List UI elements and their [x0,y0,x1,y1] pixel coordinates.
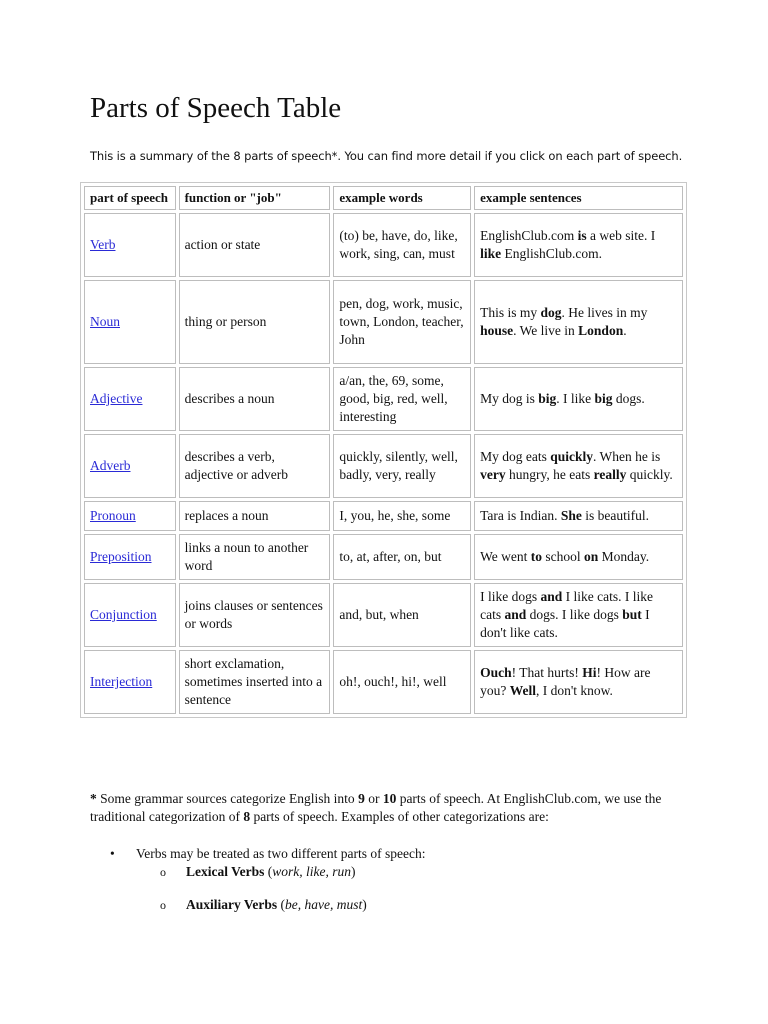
sub-examples: be, have, must [285,897,363,912]
text-segment: a web site. I [586,228,656,243]
text-segment: hungry, he eats [505,467,594,482]
text-segment: ! That hurts! [511,665,583,680]
text-segment: . We live in [513,323,579,338]
cell-part-of-speech [84,501,176,531]
text-segment: quickly. [626,467,673,482]
cell-example-sentence [474,280,683,364]
text-segment: . I like [556,391,595,406]
bold-text: dog [540,305,562,320]
text-segment: Monday. [598,549,650,564]
header-part: part of speech [84,186,176,210]
text-segment: or [364,791,383,806]
cell-part-of-speech [84,534,176,580]
cell-example-sentence [474,213,683,277]
table-row [84,434,683,498]
text-segment: . When he is [593,449,661,464]
intro-text: This is a summary of the 8 parts of speech*. You can find more detail if you click on each part of speech. [90,149,683,163]
cell-example-words: (to) be, have, do, like, work, sing, can, must [333,213,471,277]
text-segment: dogs. [612,391,645,406]
sub-list-item-auxiliary: o Auxiliary Verbs (be, have, must) [160,896,426,914]
table-row [84,534,683,580]
bold-text: She [560,508,582,523]
text-segment: I don't like cats. [480,607,650,640]
bold-text: very [480,467,506,482]
cell-example-sentence [474,434,683,498]
cell-example-sentence [474,534,683,580]
text-segment: . He lives in my [561,305,648,320]
bold-text: really [593,467,627,482]
cell-part-of-speech [84,213,176,277]
cell-example-sentence [474,501,683,531]
cell-example-sentence [474,650,683,714]
page-title: Parts of Speech Table [90,92,342,124]
text-segment: My dog eats [480,449,551,464]
bold-text: Hi [582,665,597,680]
cell-function: action or state [179,213,331,277]
table-row [84,501,683,531]
cell-function: replaces a noun [179,501,331,531]
sub-label: Lexical Verbs [186,864,265,879]
cell-example-words: oh!, ouch!, hi!, well [333,650,471,714]
footnote [90,790,690,826]
part-of-speech-link[interactable]: Interjection [90,674,153,689]
cell-example-words: a/an, the, 69, some, good, big, red, well, interesting [333,367,471,431]
cell-function: thing or person [179,280,331,364]
cell-example-words: pen, dog, work, music, town, London, teacher, John [333,280,471,364]
text-segment: parts of speech. At EnglishClub.com, we use the traditional categorization of [90,791,662,824]
text-segment: . [623,323,627,338]
cell-part-of-speech [84,280,176,364]
text-segment: We went [480,549,531,564]
cell-example-words: quickly, silently, well, badly, very, really [333,434,471,498]
text-segment: school [542,549,585,564]
text-segment: This is my [480,305,541,320]
bold-text: and [504,607,527,622]
bold-text: but [622,607,642,622]
parts-of-speech-table [80,182,687,718]
text-segment: parts of speech. Examples of other categorizations are: [250,809,549,824]
cell-function: describes a noun [179,367,331,431]
text-segment: dogs. I like dogs [526,607,623,622]
cell-function: links a noun to another word [179,534,331,580]
text-segment: Tara is Indian. [480,508,561,523]
text-segment: , I don't know. [536,683,613,698]
sub-label: Auxiliary Verbs [186,897,278,912]
cell-example-words: I, you, he, she, some [333,501,471,531]
bullet-list [110,845,426,914]
cell-example-words: to, at, after, on, but [333,534,471,580]
text-segment: ! How are you? [480,665,651,698]
part-of-speech-link[interactable]: Adjective [90,391,143,406]
cell-part-of-speech [84,367,176,431]
header-function: function or "job" [179,186,331,210]
bold-text: house [480,323,514,338]
sub-examples: work, like, run [272,864,352,879]
part-of-speech-link[interactable]: Adverb [90,458,131,473]
header-example-words: example words [333,186,471,210]
part-of-speech-link[interactable]: Preposition [90,549,152,564]
bold-text: to [530,549,543,564]
table-row [84,583,683,647]
bold-text: big [538,391,557,406]
cell-example-sentence [474,367,683,431]
cell-part-of-speech [84,434,176,498]
cell-example-words: and, but, when [333,583,471,647]
table-header-row [84,186,683,210]
bold-text: Well [509,683,536,698]
part-of-speech-link[interactable]: Noun [90,314,120,329]
bold-text: 9 [358,791,365,806]
bold-text: London [578,323,624,338]
table-row [84,367,683,431]
table-row [84,213,683,277]
bold-text: is [577,228,587,243]
cell-function: short exclamation, sometimes inserted into a sentence [179,650,331,714]
bold-text: quickly [550,449,594,464]
text-segment: I like dogs [480,589,541,604]
text-segment: is beautiful. [581,508,650,523]
part-of-speech-link[interactable]: Conjunction [90,607,157,622]
bold-text: 10 [382,791,397,806]
bold-text: big [594,391,613,406]
cell-example-sentence [474,583,683,647]
bold-text: * [90,791,101,806]
table-row [84,650,683,714]
text-segment: Some grammar sources categorize English into [100,791,359,806]
bullet-text: Verbs may be treated as two different parts of speech: [136,846,426,861]
bold-text: like [480,246,502,261]
bold-text: Ouch [480,665,512,680]
table-row [84,280,683,364]
text-segment: EnglishClub.com. [501,246,603,261]
header-example-sentences: example sentences [474,186,683,210]
text-segment: EnglishClub.com [480,228,578,243]
cell-function: describes a verb, adjective or adverb [179,434,331,498]
cell-part-of-speech [84,583,176,647]
cell-part-of-speech [84,650,176,714]
bold-text: 8 [243,809,251,824]
part-of-speech-link[interactable]: Pronoun [90,508,136,523]
text-segment: I like cats. I like cats [480,589,653,622]
list-item [110,845,426,914]
cell-function: joins clauses or sentences or words [179,583,331,647]
bold-text: on [584,549,599,564]
sub-list [136,863,426,914]
part-of-speech-link[interactable]: Verb [90,237,116,252]
bold-text: and [540,589,563,604]
sub-list-item-lexical: o Lexical Verbs (work, like, run) [160,863,426,881]
text-segment: My dog is [480,391,539,406]
